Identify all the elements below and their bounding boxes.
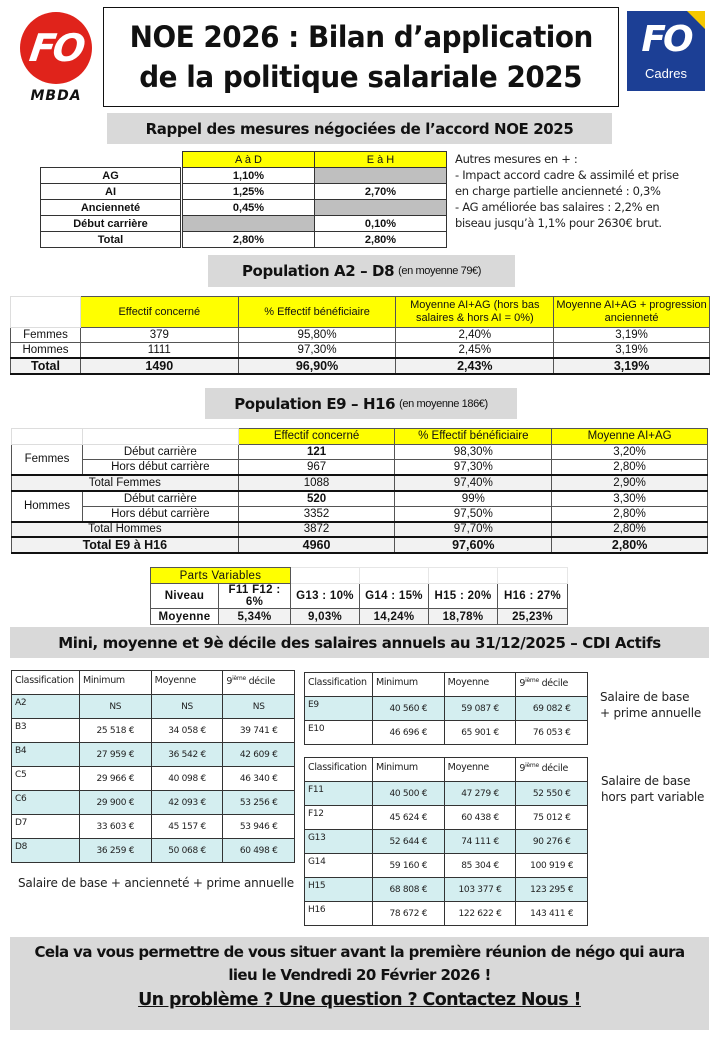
cell: G13 : 10% — [291, 584, 360, 609]
cell: 103 377 € — [444, 878, 516, 902]
row-label: Début carrière — [82, 444, 238, 460]
cell: 5,34% — [219, 609, 291, 625]
classification: D8 — [12, 839, 80, 863]
cell: 59 087 € — [444, 697, 516, 721]
cell: 967 — [238, 460, 395, 476]
classification: F12 — [305, 806, 373, 830]
classification: F11 — [305, 782, 373, 806]
decile-num: 9 — [519, 763, 526, 775]
table-row — [305, 782, 588, 806]
col-header: % Effectif bénéficiaire — [395, 429, 552, 445]
table-row — [12, 695, 295, 719]
cell: 121 — [238, 444, 395, 460]
cell: 0,45% — [183, 200, 315, 216]
cell: 98,30% — [395, 444, 552, 460]
cell: 520 — [238, 491, 395, 507]
table-row — [12, 767, 295, 791]
fo-logo-text: FO — [26, 26, 86, 70]
classification: G13 — [305, 830, 373, 854]
col-header-e-h: E à H — [315, 152, 447, 168]
row-label: Total Femmes — [12, 475, 239, 491]
cell: 53 256 € — [223, 791, 295, 815]
footer-line-2: lieu le Vendredi 20 Février 2026 ! — [228, 966, 491, 984]
contact-us-link[interactable]: Un problème ? Une question ? Contactez Nous ! — [138, 990, 581, 1010]
cell: 34 058 € — [151, 719, 223, 743]
table-row — [12, 815, 295, 839]
cell: 85 304 € — [444, 854, 516, 878]
cell: 33 603 € — [79, 815, 151, 839]
classification: C5 — [12, 767, 80, 791]
table-row — [305, 721, 588, 745]
cell-empty — [315, 168, 447, 184]
table-row — [12, 444, 708, 460]
salary-note-f-h — [601, 773, 704, 805]
salary-note-a-d: Salaire de base + ancienneté + prime annuelle — [18, 876, 294, 890]
cell: 379 — [80, 328, 238, 343]
banner-title: Population E9 – H16 — [234, 394, 396, 413]
cell: 3872 — [238, 522, 395, 538]
footer-line-1: Cela va vous permettre de vous situer avant la première réunion de négo qui aura — [34, 943, 685, 961]
cell: 40 500 € — [372, 782, 444, 806]
corner-cell — [11, 297, 81, 328]
table-row — [11, 328, 710, 343]
cell: 42 093 € — [151, 791, 223, 815]
cell: 2,80% — [552, 460, 708, 476]
decile-num: 9 — [519, 678, 526, 690]
cell: 99% — [395, 491, 552, 507]
table-row — [12, 719, 295, 743]
pop-a2-d8-table — [10, 296, 710, 375]
cell: 59 160 € — [372, 854, 444, 878]
banner-text: Mini, moyenne et 9è décile des salaires annuels au 31/12/2025 – CDI Actifs — [58, 633, 661, 652]
note-line: - AG améliorée bas salaires : 2,2% en — [455, 200, 660, 214]
table-row — [11, 343, 710, 358]
col-header: Moyenne AI+AG (hors bas salaires & hors AI = 0%) — [396, 297, 554, 328]
note-line: Autres mesures en + : — [455, 152, 578, 166]
recap-label: AI — [41, 184, 181, 200]
cell: 9,03% — [291, 609, 360, 625]
table-row — [12, 791, 295, 815]
cell: 97,50% — [395, 506, 552, 522]
cell: 1,25% — [183, 184, 315, 200]
cell: 97,30% — [238, 343, 396, 358]
cell: 96,90% — [238, 358, 396, 374]
cell: NS — [223, 695, 295, 719]
cell: 69 082 € — [516, 697, 588, 721]
cell: 97,40% — [395, 475, 552, 491]
pop-e9-h16-table — [11, 428, 708, 554]
cell: 1,10% — [183, 168, 315, 184]
fo-cadres-logo-text: FO — [641, 19, 691, 60]
cell: G14 : 15% — [360, 584, 429, 609]
cell: 1088 — [238, 475, 395, 491]
classification: D7 — [12, 815, 80, 839]
salary-table-f-h — [304, 757, 588, 926]
grand-total-row — [12, 537, 708, 553]
empty-cell — [498, 568, 568, 584]
cell: 40 560 € — [372, 697, 444, 721]
col-header — [516, 758, 588, 782]
col-header: Minimum — [372, 673, 444, 697]
corner-cell — [12, 429, 83, 445]
cell: 27 959 € — [79, 743, 151, 767]
cell: 2,80% — [552, 506, 708, 522]
cell: 52 644 € — [372, 830, 444, 854]
table-row — [12, 506, 708, 522]
recap-banner-text: Rappel des mesures négociées de l’accord NOE 2025 — [145, 119, 574, 138]
cell: 14,24% — [360, 609, 429, 625]
col-header: Minimum — [372, 758, 444, 782]
cell: 2,80% — [552, 537, 708, 553]
col-header: Classification — [305, 758, 373, 782]
col-header: % Effectif bénéficiaire — [238, 297, 396, 328]
decile-sup: ième — [232, 675, 246, 682]
salaires-banner — [10, 627, 709, 658]
cell: 45 157 € — [151, 815, 223, 839]
title-line-2: de la politique salariale 2025 — [139, 60, 583, 94]
row-label: Hommes — [11, 343, 81, 358]
cell: 3352 — [238, 506, 395, 522]
cell: 2,80% — [552, 522, 708, 538]
decile-sup: ième — [525, 762, 539, 769]
cell: 65 901 € — [444, 721, 516, 745]
note-line: hors part variable — [601, 790, 705, 804]
salary-table-e — [304, 672, 588, 745]
classification: E9 — [305, 697, 373, 721]
recap-label: Total — [41, 232, 181, 248]
col-header — [516, 673, 588, 697]
note-line: en charge partielle ancienneté : 0,3% — [455, 184, 661, 198]
empty-cell — [291, 568, 360, 584]
cell: 123 295 € — [516, 878, 588, 902]
cell: 78 672 € — [372, 902, 444, 926]
cell: 143 411 € — [516, 902, 588, 926]
footer-callout — [10, 937, 709, 1030]
cell: 45 624 € — [372, 806, 444, 830]
banner-title: Population A2 – D8 — [241, 262, 395, 280]
cell: F11 F12 : 6% — [219, 584, 291, 609]
classification: C6 — [12, 791, 80, 815]
note-line: Salaire de base — [601, 774, 691, 788]
row-label: Total — [11, 358, 81, 374]
recap-label: Début carrière — [41, 216, 181, 232]
classification: B4 — [12, 743, 80, 767]
row-label: Hors début carrière — [82, 460, 238, 476]
cell: 1111 — [80, 343, 238, 358]
total-row — [12, 475, 708, 491]
table-row — [12, 460, 708, 476]
row-label: Total Hommes — [12, 522, 239, 538]
banner-subtitle: (en moyenne 79€) — [398, 265, 482, 277]
col-header: Moyenne — [444, 673, 516, 697]
empty-cell — [360, 568, 429, 584]
col-header — [223, 671, 295, 695]
cell: 97,30% — [395, 460, 552, 476]
group-label: Hommes — [12, 491, 83, 522]
cell: 3,20% — [552, 444, 708, 460]
empty-cell — [429, 568, 498, 584]
col-header: Moyenne — [151, 671, 223, 695]
decile-txt: décile — [538, 763, 568, 775]
classification: H15 — [305, 878, 373, 902]
cell: 25,23% — [498, 609, 568, 625]
col-header: Minimum — [79, 671, 151, 695]
cell: 52 550 € — [516, 782, 588, 806]
cell: 39 741 € — [223, 719, 295, 743]
col-header: Effectif concerné — [80, 297, 238, 328]
cell: 47 279 € — [444, 782, 516, 806]
row-label: Femmes — [11, 328, 81, 343]
pop-a2-d8-banner — [208, 255, 515, 287]
group-label: Femmes — [12, 444, 83, 475]
col-header-a-d: A à D — [183, 152, 315, 168]
cell: NS — [79, 695, 151, 719]
note-line: Salaire de base — [600, 690, 690, 704]
decile-txt: décile — [538, 678, 568, 690]
cell: 90 276 € — [516, 830, 588, 854]
recap-label-table — [40, 167, 181, 248]
cell: 40 098 € — [151, 767, 223, 791]
cell-empty — [315, 200, 447, 216]
cell: 2,43% — [396, 358, 554, 374]
cell: 0,10% — [315, 216, 447, 232]
page-title — [103, 7, 619, 107]
fo-mbda-logo — [14, 10, 98, 104]
mbda-logo-text: MBDA — [30, 88, 82, 104]
table-row — [305, 854, 588, 878]
cell: H16 : 27% — [498, 584, 568, 609]
decile-txt: décile — [245, 676, 275, 688]
table-row — [12, 491, 708, 507]
cell: 2,45% — [396, 343, 554, 358]
cell: 3,19% — [554, 358, 710, 374]
cell: 100 919 € — [516, 854, 588, 878]
note-line: + prime annuelle — [600, 706, 702, 720]
classification: A2 — [12, 695, 80, 719]
classification: B3 — [12, 719, 80, 743]
table-row — [305, 697, 588, 721]
title-line-1: NOE 2026 : Bilan d’application — [129, 20, 593, 54]
classification: E10 — [305, 721, 373, 745]
row-label: Moyenne — [151, 609, 219, 625]
parts-variables-table — [150, 567, 568, 625]
fo-logo-circle — [20, 12, 92, 84]
salary-table-a-d — [11, 670, 295, 863]
parts-variables-title: Parts Variables — [151, 568, 291, 584]
col-header: Classification — [305, 673, 373, 697]
cell: 2,40% — [396, 328, 554, 343]
cell: 25 518 € — [79, 719, 151, 743]
table-row — [305, 806, 588, 830]
cell: NS — [151, 695, 223, 719]
table-row — [12, 743, 295, 767]
cell: 53 946 € — [223, 815, 295, 839]
cell: 76 053 € — [516, 721, 588, 745]
classification: H16 — [305, 902, 373, 926]
banner-subtitle: (en moyenne 186€) — [399, 397, 488, 410]
cell: 29 900 € — [79, 791, 151, 815]
cell: 60 498 € — [223, 839, 295, 863]
row-label: Hors début carrière — [82, 506, 238, 522]
col-header: Effectif concerné — [238, 429, 395, 445]
cell: 95,80% — [238, 328, 396, 343]
total-row — [12, 522, 708, 538]
cell-total: 2,80% — [315, 232, 447, 248]
recap-label: Ancienneté — [41, 200, 181, 216]
salary-note-e — [600, 689, 701, 721]
cell: 122 622 € — [444, 902, 516, 926]
row-label: Niveau — [151, 584, 219, 609]
col-header: Classification — [12, 671, 80, 695]
total-row — [11, 358, 710, 374]
note-line: - Impact accord cadre & assimilé et prise — [455, 168, 679, 182]
recap-label: AG — [41, 168, 181, 184]
decile-sup: ième — [525, 677, 539, 684]
cell: 46 340 € — [223, 767, 295, 791]
cell: 36 259 € — [79, 839, 151, 863]
col-header: Moyenne AI+AG — [552, 429, 708, 445]
pop-e9-h16-banner — [205, 388, 517, 419]
table-row — [305, 902, 588, 926]
table-row — [305, 830, 588, 854]
cell: 68 808 € — [372, 878, 444, 902]
cell: 4960 — [238, 537, 395, 553]
note-line: biseau jusqu’à 1,1% pour 2630€ brut. — [455, 216, 662, 230]
table-row — [12, 839, 295, 863]
fo-cadres-logo — [627, 11, 705, 91]
cell: 2,90% — [552, 475, 708, 491]
cell: 75 012 € — [516, 806, 588, 830]
cadres-logo-text: Cadres — [645, 66, 687, 81]
recap-banner — [107, 113, 612, 144]
table-row — [305, 878, 588, 902]
recap-notes — [455, 151, 720, 231]
cell: 42 609 € — [223, 743, 295, 767]
cell: 18,78% — [429, 609, 498, 625]
row-label: Début carrière — [82, 491, 238, 507]
cell: 50 068 € — [151, 839, 223, 863]
cell: 97,70% — [395, 522, 552, 538]
decile-num: 9 — [226, 676, 233, 688]
row-label: Total E9 à H16 — [12, 537, 239, 553]
classification: G14 — [305, 854, 373, 878]
cell: 3,19% — [554, 343, 710, 358]
cell: H15 : 20% — [429, 584, 498, 609]
cell: 29 966 € — [79, 767, 151, 791]
cell: 97,60% — [395, 537, 552, 553]
cell: 3,19% — [554, 328, 710, 343]
cell: 46 696 € — [372, 721, 444, 745]
cell: 36 542 € — [151, 743, 223, 767]
cell: 1490 — [80, 358, 238, 374]
cell: 2,70% — [315, 184, 447, 200]
cell: 60 438 € — [444, 806, 516, 830]
corner-cell — [82, 429, 238, 445]
col-header: Moyenne — [444, 758, 516, 782]
recap-values-table — [182, 151, 447, 248]
col-header: Moyenne AI+AG + progression ancienneté — [554, 297, 710, 328]
cell-total: 2,80% — [183, 232, 315, 248]
cell-empty — [183, 216, 315, 232]
cell: 3,30% — [552, 491, 708, 507]
cell: 74 111 € — [444, 830, 516, 854]
